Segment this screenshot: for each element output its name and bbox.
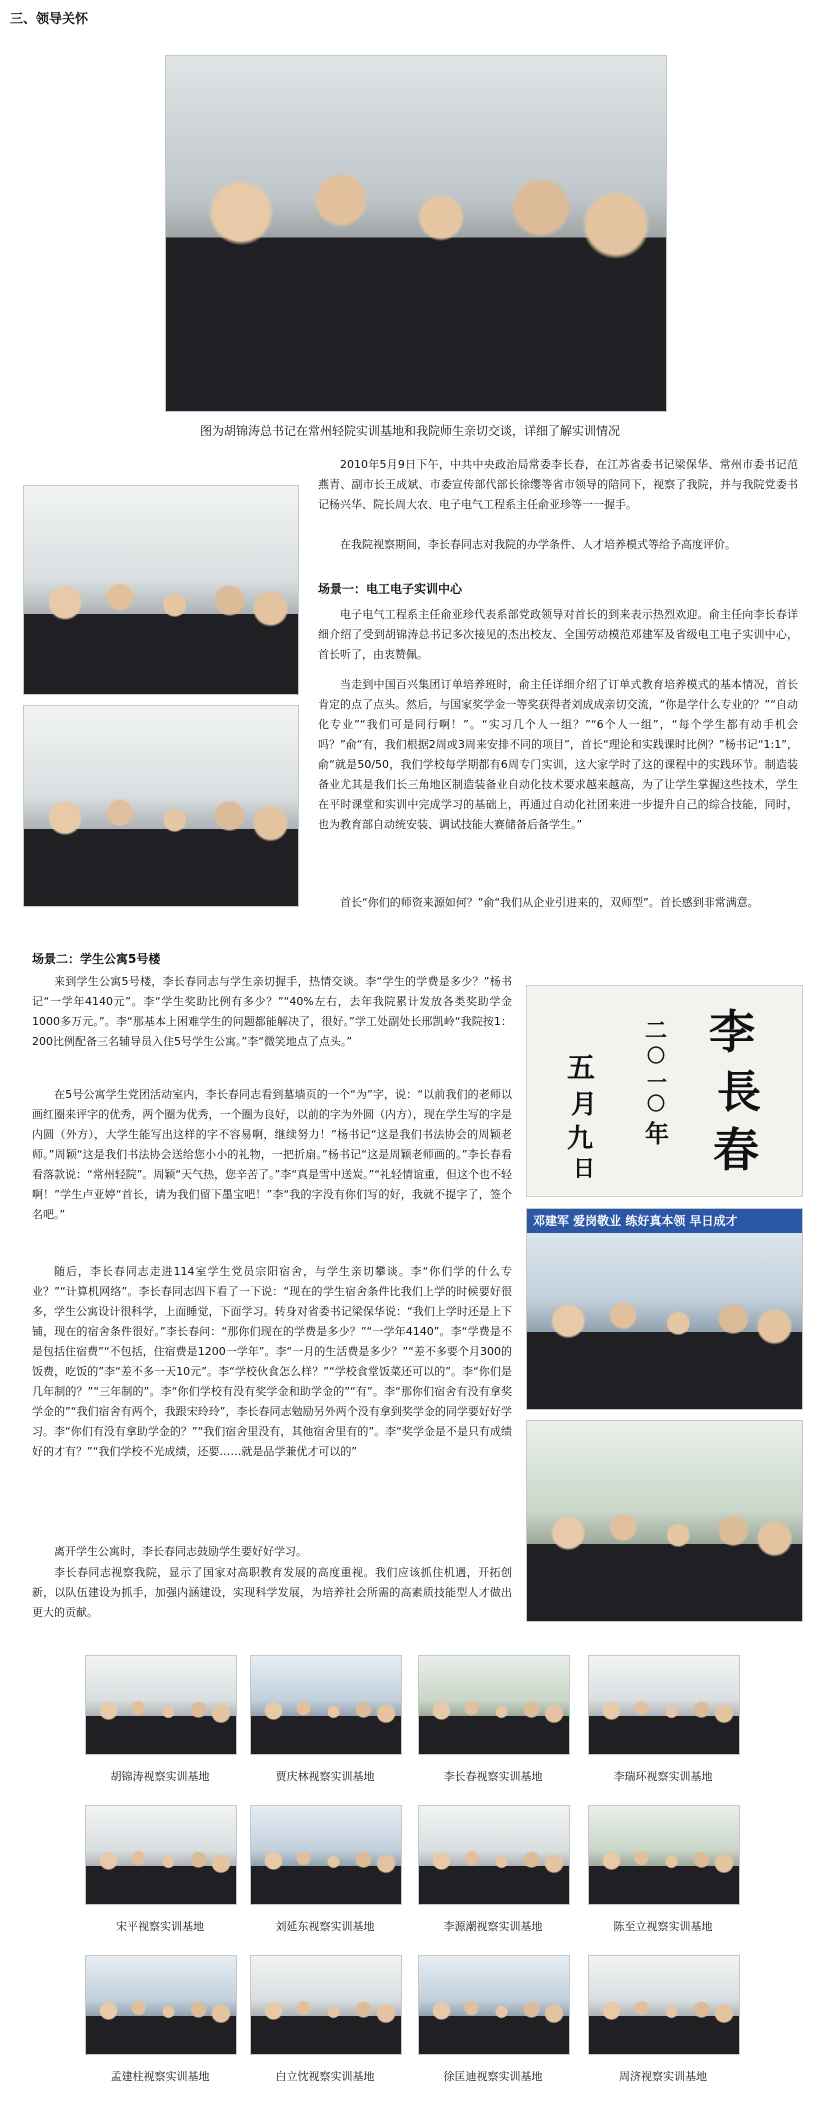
calligraphy-char: 五 bbox=[567, 1051, 596, 1084]
calligraphy-char: 日 bbox=[573, 1156, 596, 1182]
gallery-caption: 周济视察实训基地 bbox=[619, 2070, 707, 2083]
scene1-paragraph-2: 当走到中国百兴集团订单培养班时，俞主任详细介绍了订单式教育培养模式的基本情况，首长肯定的点了点头。然后，与国家奖学金一等奖获得者刘成成亲切交流，“你是学什么专业的？”“自动化专业”“我们可是同行啊！”。“实习几个人一组？”“6个人一组”，“每个学生都有动手机会吗？”俞“有，我们根据2周或3周来安排不同的项目”，首长“理论和实践课时比例？”杨书记“1:1”，俞“就是50/50，我们学校每学期都有6周专门实训，这大家学时了这的课程中的实践环节。制造装备业尤其是我们长三角地区制造装备业自动化技术要求越来越高，为了让学生掌握这些技术，学生在平时课堂和实训中完成学习的基础上，再通过自动化社团来进一步提升自己的综合技能，同时，也为教育部自动统安装、调试技能大赛储备后备学生。” bbox=[318, 678, 798, 831]
calligraphy-char: 二 bbox=[645, 1018, 668, 1044]
gallery-caption: 贾庆林视察实训基地 bbox=[275, 1770, 375, 1783]
gallery-caption: 徐匡迪视察实训基地 bbox=[443, 2070, 543, 2083]
gallery-caption: 白立忱视察实训基地 bbox=[275, 2070, 375, 2083]
banner-photo bbox=[526, 1208, 803, 1410]
gallery-caption: 李长春视察实训基地 bbox=[443, 1770, 543, 1783]
banner-slogan: 邓建军 爱岗敬业 练好真本领 早日成才 bbox=[533, 1214, 738, 1228]
calligraphy-char: 〇 bbox=[647, 1094, 665, 1115]
scene2-paragraph-1: 来到学生公寓5号楼，李长春同志与学生亲切握手，热情交谈。李“学生的学费是多少？”杨书记“一学年4140元”。李“学生奖助比例有多少？”“40%左右，去年我院累计发放各类奖助学金1000多万元。”。李“那基本上困难学生的问题都能解决了，很好。”学工处副处长邢凯岭“我院按1：200比例配备三名辅导员入住5号学生公寓。”李“微笑地点了点头。” bbox=[32, 975, 512, 1048]
scene2-paragraph-5: 李长春同志视察我院，显示了国家对高职教育发展的高度重视。我们应该抓住机遇，开拓创新，以队伍建设为抓手，加强内涵建设，实现科学发展，为培养社会所需的高素质技能型人才做出更大的贡献。 bbox=[32, 1566, 512, 1619]
calligraphy-char: 月 bbox=[571, 1090, 598, 1120]
scene2-paragraph-4: 离开学生公寓时，李长春同志鼓励学生要好好学习。 bbox=[54, 1545, 307, 1558]
gallery-photo bbox=[250, 1655, 402, 1755]
scene1-paragraph-3: 首长“你们的师资来源如何？”俞“我们从企业引进来的，双师型”。首长感到非常满意。 bbox=[340, 896, 759, 909]
calligraphy-image bbox=[526, 985, 803, 1197]
gallery-photo bbox=[250, 1805, 402, 1905]
calligraphy-char: 〇 bbox=[647, 1046, 665, 1067]
left-photo-1 bbox=[23, 485, 299, 695]
gallery-caption: 孟建柱视察实训基地 bbox=[110, 2070, 210, 2083]
scene1-paragraph-1: 电子电气工程系主任俞亚珍代表系部党政领导对首长的到来表示热烈欢迎。俞主任向李长春详细介绍了受到胡锦涛总书记多次接见的杰出校友、全国劳动模范邓建军及省级电工电子实训中心，首长听了，由衷赞佩。 bbox=[318, 608, 798, 661]
gallery-caption: 宋平视察实训基地 bbox=[116, 1920, 204, 1933]
intro-paragraph-2: 在我院视察期间，李长春同志对我院的办学条件、人才培养模式等给予高度评价。 bbox=[340, 538, 736, 551]
gallery-caption: 刘延东视察实训基地 bbox=[275, 1920, 375, 1933]
left-photo-2 bbox=[23, 705, 299, 907]
gallery-caption: 李瑞环视察实训基地 bbox=[613, 1770, 713, 1783]
calligraphy-char: 李 bbox=[709, 1005, 755, 1059]
gallery-photo bbox=[588, 1655, 740, 1755]
section-title: 三、领导关怀 bbox=[10, 12, 89, 27]
gallery-photo bbox=[418, 1805, 570, 1905]
calligraphy-char: 長 bbox=[717, 1067, 761, 1118]
intro-paragraph-1: 2010年5月9日下午，中共中央政治局常委李长春，在江苏省委书记梁保华、常州市委书记范燕青、副市长王成斌、市委宣传部代部长徐缨等省市领导的陪同下，视察了我院，并与我院党委书记杨兴华、院长周大农、电子电气工程系主任俞亚珍等一一握手。 bbox=[318, 458, 798, 511]
gallery-photo bbox=[588, 1805, 740, 1905]
gallery-photo bbox=[85, 1805, 237, 1905]
scene2-heading: 场景二：学生公寓5号楼 bbox=[32, 952, 161, 966]
scene2-paragraph-2: 在5号公寓学生党团活动室内，李长春同志看到墓墙页的一个“为”字，说：“以前我们的老师以画红圈来评字的优秀，两个圈为优秀，一个圈为良好，以前的字为外圆（内方），现在学生写的字是内圆（外方），大学生能写出这样的字不容易啊，继续努力！”杨书记“这是我们书法协会的周颖老师。”周颖“这是我们书法协会送给您小小的礼物，一把折扇。”杨书记“这是周颖老师画的。”李长春看看落款说：“常州轻院”。周颖“天气热，您辛苦了。”李“真是雪中送炭。”“礼轻情谊重，但这个也不轻啊！”学生卢亚婷“首长，请为我们留下墨宝吧！”李“我的字没有你们写的好，我就不提字了，签个名吧。” bbox=[32, 1088, 512, 1221]
gallery-photo bbox=[250, 1955, 402, 2055]
gallery-caption: 胡锦涛视察实训基地 bbox=[110, 1770, 210, 1783]
calligraphy-char: 年 bbox=[645, 1119, 669, 1148]
main-photo bbox=[165, 55, 667, 412]
gallery-caption: 陈至立视察实训基地 bbox=[613, 1920, 713, 1933]
calligraphy-char: 九 bbox=[567, 1124, 594, 1154]
gallery-photo bbox=[85, 1955, 237, 2055]
scene2-paragraph-3: 随后，李长春同志走进114室学生党员宗阳宿舍，与学生亲切攀谈。李“你们学的什么专业？”“计算机网络”。李长春同志四下看了一下说：“现在的学生宿舍条件比我们上学的时候要好很多，学生公寓设计很科学，上面睡觉，下面学习。转身对省委书记梁保华说：“我们上学时还是上下铺，现在的宿舍条件很好。”李长春问：“那你们现在的学费是多少？”“一学年4140”。李“学费是不是包括住宿费”“不包括，住宿费是1200一学年”。李“一月的生活费是多少？”“差不多要个月300的饭费，吃饭的”李“差不多一天10元”。李“学校伙食怎么样？”“学校食堂饭菜还可以的”。李“你们是几年制的？”“三年制的”。李“你们学校有没有奖学金和助学金的”“有”。李“那你们宿舍有没有拿奖学金的”“我们宿舍有两个，我跟宋玲玲”，李长春同志勉励另外两个没有拿到奖学金的同学要好好学习。李“你们有没有拿助学金的？”“我们宿舍里没有，其他宿舍里有的”。李“奖学金是不是只有成绩好的才有？”“我们学校不光成绩，还要……就是品学兼优才可以的” bbox=[32, 1265, 512, 1458]
gallery-photo bbox=[418, 1655, 570, 1755]
gallery-photo bbox=[588, 1955, 740, 2055]
right-photo-3 bbox=[526, 1420, 803, 1622]
main-photo-caption: 图为胡锦涛总书记在常州轻院实训基地和我院师生亲切交谈，详细了解实训情况 bbox=[199, 424, 620, 438]
gallery-photo bbox=[85, 1655, 237, 1755]
gallery-photo bbox=[418, 1955, 570, 2055]
calligraphy-char: 一 bbox=[647, 1070, 667, 1094]
scene1-heading: 场景一：电工电子实训中心 bbox=[318, 582, 463, 596]
gallery-caption: 李源潮视察实训基地 bbox=[443, 1920, 543, 1933]
calligraphy-char: 春 bbox=[713, 1123, 759, 1177]
